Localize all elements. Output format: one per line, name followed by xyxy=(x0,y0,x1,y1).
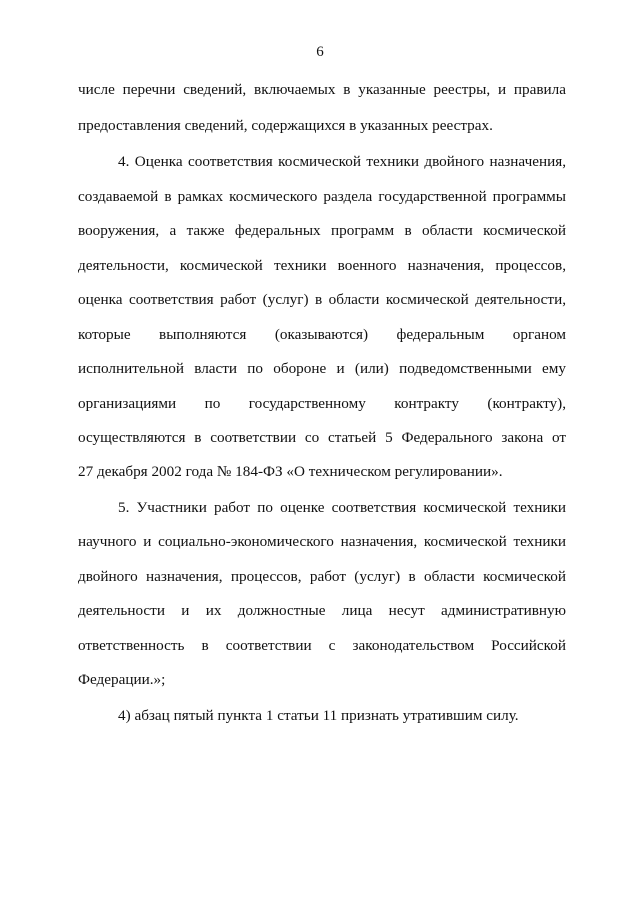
text-line: предоставления сведений, содержащихся в указанных реестрах. xyxy=(78,117,493,134)
text-line: деятельности, космической техники военного назначения, процессов, xyxy=(78,257,566,274)
text-line: оценка соответствия работ (услуг) в области космической деятельности, xyxy=(78,291,566,308)
text-line: 27 декабря 2002 года № 184-ФЗ «О техническом регулировании». xyxy=(78,463,503,480)
text-line: деятельности и их должностные лица несут административную xyxy=(78,602,566,619)
text-line: Федерации.»; xyxy=(78,671,166,688)
text-line: исполнительной власти по обороне и (или) подведомственными ему xyxy=(78,360,566,377)
text-line: вооружения, а также федеральных программ в области космической xyxy=(78,222,566,239)
text-line: организациями по государственному контракту (контракту), xyxy=(78,395,566,412)
page-number: 6 xyxy=(316,44,324,60)
text-line: числе перечни сведений, включаемых в указанные реестры, и правила xyxy=(78,81,566,98)
text-line: двойного назначения, процессов, работ (услуг) в области космической xyxy=(78,568,566,585)
text-line: осуществляются в соответствии со статьей 5 Федерального закона от xyxy=(78,429,566,446)
text-line: научного и социально-экономического назначения, космической техники xyxy=(78,533,566,550)
text-line: ответственность в соответствии с законодательством Российской xyxy=(78,637,566,654)
text-line: создаваемой в рамках космического раздела государственной программы xyxy=(78,188,566,205)
paragraph-start-line: 5. Участники работ по оценке соответствия космической техники xyxy=(118,499,566,516)
paragraph-start-line: 4) абзац пятый пункта 1 статьи 11 признать утратившим силу. xyxy=(118,707,519,724)
text-line: которые выполняются (оказываются) федеральным органом xyxy=(78,326,566,343)
paragraph-start-line: 4. Оценка соответствия космической техники двойного назначения, xyxy=(118,153,566,170)
